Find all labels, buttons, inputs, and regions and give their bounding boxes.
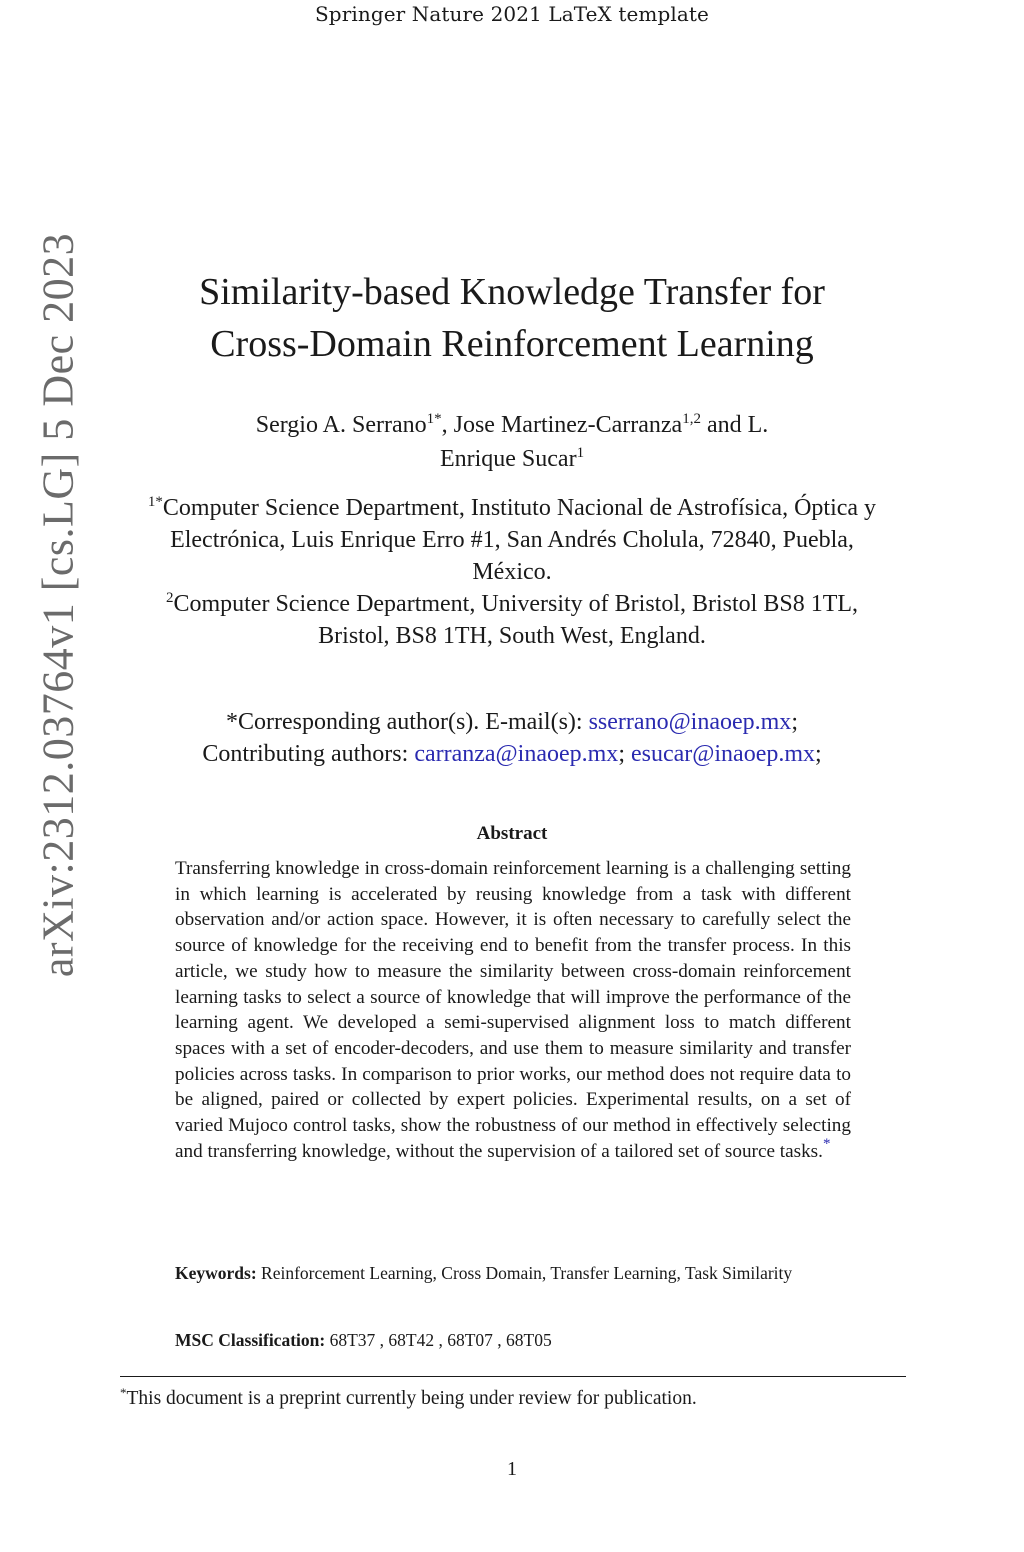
affiliation-text: Computer Science Department, University of Bristol, Bristol BS8 1TL, Bristol, BS8 1TH, South West, England. <box>173 591 859 649</box>
affiliation-mark: 2 <box>165 590 174 606</box>
keywords <box>175 1262 851 1284</box>
affiliation-entry <box>130 588 894 652</box>
contributing-label: Contributing authors: <box>202 741 409 767</box>
author-name: Enrique Sucar <box>439 446 577 472</box>
author-separator: and L. <box>706 412 769 438</box>
author-list <box>150 408 874 476</box>
author-affiliation-mark: 1* <box>426 411 442 427</box>
paper-title <box>130 266 894 370</box>
footnote-divider <box>120 1376 906 1377</box>
author-name: Jose Martinez-Carranza <box>453 412 683 438</box>
affiliation-list <box>130 492 894 652</box>
affiliation-entry <box>130 492 894 588</box>
arxiv-identifier-stamp[interactable]: arXiv:2312.03764v1 [cs.LG] 5 Dec 2023 <box>33 232 83 978</box>
email-separator: ; <box>791 709 798 735</box>
abstract-heading: Abstract <box>476 823 548 844</box>
abstract-body <box>175 856 851 1164</box>
contributing-email-link[interactable]: carranza@inaoep.mx <box>414 741 619 767</box>
msc-classification <box>175 1329 851 1351</box>
footnote <box>120 1386 906 1412</box>
msc-label: MSC Classification: <box>175 1330 326 1350</box>
contributing-email-link[interactable]: esucar@inaoep.mx <box>630 741 816 767</box>
msc-value: 68T37 , 68T42 , 68T07 , 68T05 <box>329 1330 552 1350</box>
abstract-footnote-link[interactable]: * <box>822 1135 831 1152</box>
email-separator: ; <box>618 741 625 767</box>
keywords-value: Reinforcement Learning, Cross Domain, Transfer Learning, Task Similarity <box>261 1263 793 1283</box>
keywords-label: Keywords: <box>175 1263 257 1283</box>
title-line-2: Cross-Domain Reinforcement Learning <box>210 323 814 365</box>
footnote-mark: * <box>120 1385 127 1400</box>
contact-block <box>110 706 914 770</box>
affiliation-mark: 1* <box>147 494 163 510</box>
title-line-1: Similarity-based Knowledge Transfer for <box>199 271 825 313</box>
email-separator: ; <box>815 741 822 767</box>
author-separator: , <box>441 412 448 438</box>
corresponding-label: *Corresponding author(s). E-mail(s): <box>226 709 583 735</box>
running-header: Springer Nature 2021 LaTeX template <box>314 2 709 26</box>
footnote-text: This document is a preprint currently being under review for publication. <box>126 1388 697 1409</box>
author-affiliation-mark: 1,2 <box>682 411 701 427</box>
affiliation-text: Computer Science Department, Instituto Nacional de Astrofísica, Óptica y Electrónica, Luis Enrique Erro #1, San Andrés Cholula, 72840, Puebla, México. <box>162 495 877 585</box>
author-name: Sergio A. Serrano <box>255 412 427 438</box>
author-affiliation-mark: 1 <box>576 445 585 461</box>
page-number: 1 <box>507 1458 517 1480</box>
corresponding-author-line <box>110 706 914 738</box>
abstract-text: Transferring knowledge in cross-domain reinforcement learning is a challenging setting in which learning is accelerated by reusing knowledge from a task with different observation and/or action space. However, it is often necessary to carefully select the source of knowledge for the receiving end to benefit from the transfer process. In this article, we study how to measure the similarity between cross-domain reinforcement learning tasks to select a source of knowledge that will improve the performance of the learning agent. We developed a semi-supervised alignment loss to match different spaces with a set of encoder-decoders, and use them to measure similarity and transfer policies across tasks. In comparison to prior works, our method does not require data to be aligned, paired or collected by expert policies. Experimental results, on a set of varied Mujoco control tasks, show the robustness of our method in effectively selecting and transferring knowledge, without the supervision of a tailored set of source tasks. <box>175 858 851 1162</box>
contributing-authors-line <box>110 738 914 770</box>
corresponding-email-link[interactable]: sserrano@inaoep.mx <box>588 709 792 735</box>
